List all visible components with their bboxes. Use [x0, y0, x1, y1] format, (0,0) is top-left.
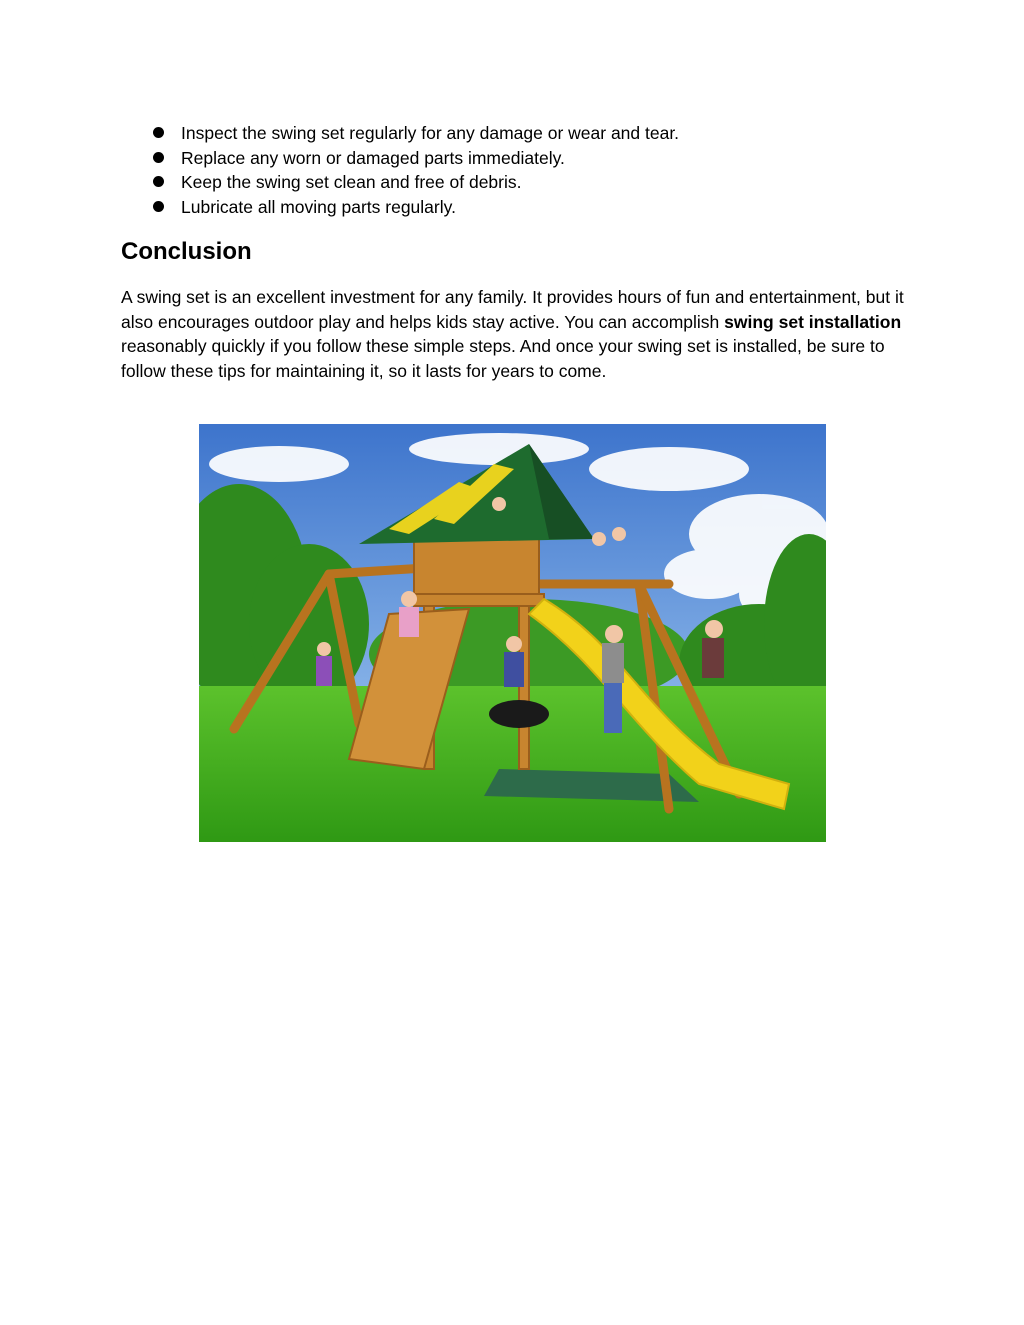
list-item: Keep the swing set clean and free of debris. — [153, 170, 679, 195]
bullet-icon — [153, 176, 164, 187]
swing-set-illustration — [199, 424, 826, 842]
swing-set-photo — [199, 424, 826, 842]
list-item: Replace any worn or damaged parts immediately. — [153, 146, 679, 171]
bullet-icon — [153, 152, 164, 163]
maintenance-tips-list — [153, 121, 679, 219]
bold-link-text: swing set installation — [724, 311, 902, 332]
list-item: Inspect the swing set regularly for any damage or wear and tear. — [153, 121, 679, 146]
conclusion-heading: Conclusion — [121, 238, 252, 265]
list-item: Lubricate all moving parts regularly. — [153, 195, 679, 220]
bullet-icon — [153, 127, 164, 138]
tire-swing — [489, 700, 549, 728]
bullet-icon — [153, 201, 164, 212]
conclusion-paragraph: A swing set is an excellent investment for any family. It provides hours of fun and entertainment, but it also encourages outdoor play and helps kids stay active. You can accomplish swing set installation reasonably quickly if you follow these simple steps. And once your swing set is installed, be sure to follow these tips for maintaining it, so it lasts for years to come. — [121, 287, 904, 381]
